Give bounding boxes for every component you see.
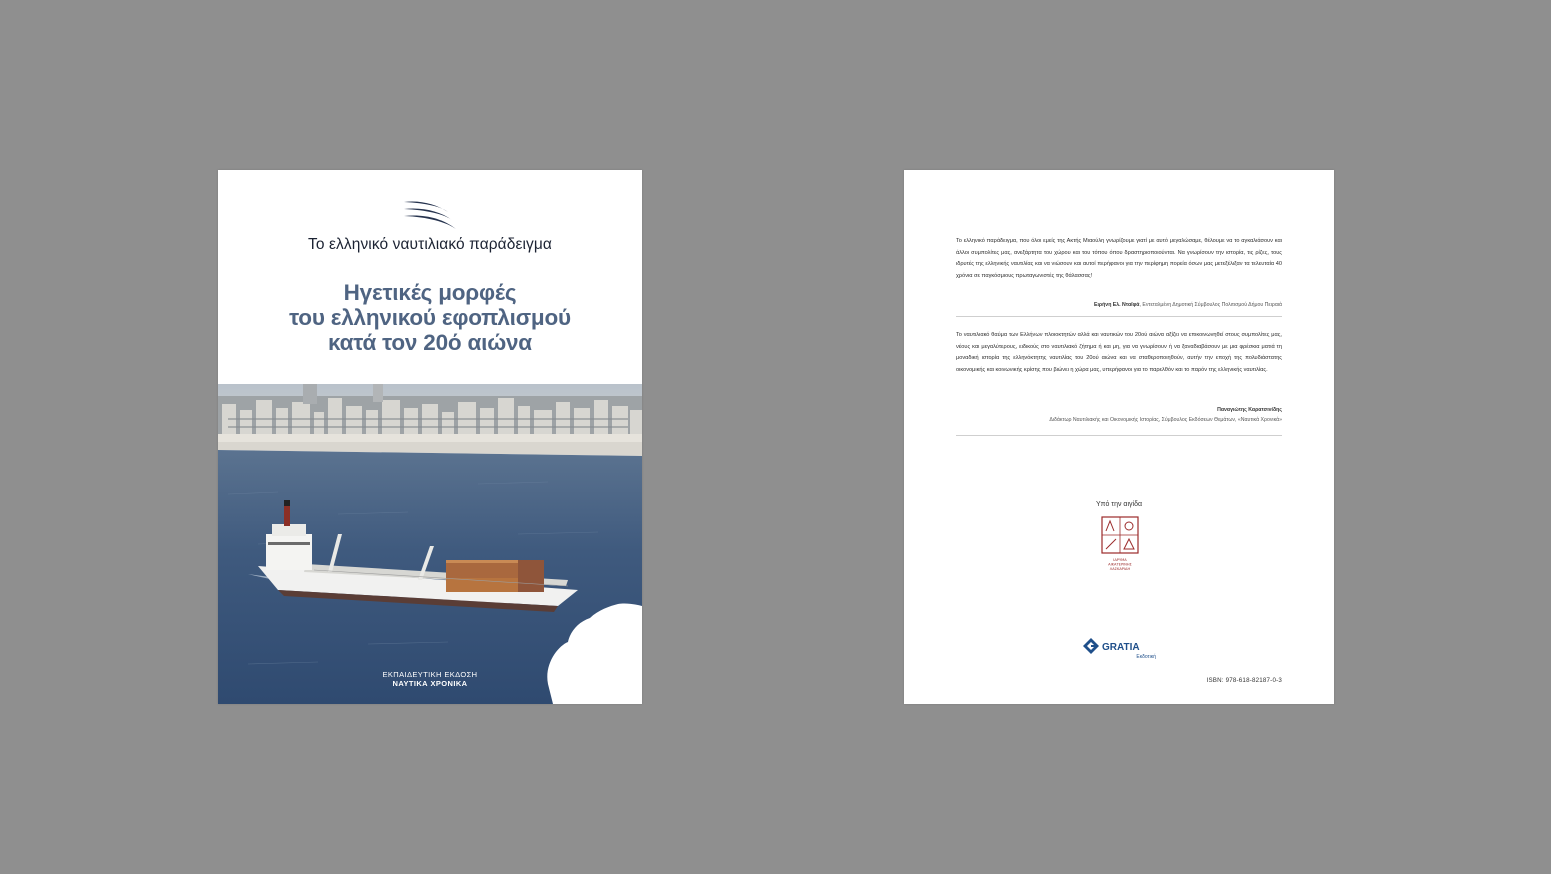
publisher-name: GRATIA [1102,642,1140,653]
cargo-ship-photo [218,384,642,704]
foundation-logo-icon [1098,515,1142,573]
signature-2-role: Διδάκτωρ Ναυτιλιακής και Οικονομικής Ιστορίας, Σύμβουλος Εκδόσεων Θεμάτων, «Ναυτικά Χρονικά» [1049,417,1282,423]
cover-title-line-2: του ελληνικού εφοπλισμού [289,305,571,330]
cover-title-line-3: κατά τον 20ό αιώνα [328,330,532,355]
back-signature-2 [952,405,1282,425]
divider-1 [956,316,1282,317]
signature-1-name: Ειρήνη Ελ. Νταϊφά [1094,302,1140,308]
edition-line-1: ΕΚΠΑΙΔΕΥΤΙΚΗ ΕΚΔΟΣΗ [382,670,478,679]
svg-text:ΑΙΚΑΤΕΡΙΝΗΣ: ΑΙΚΑΤΕΡΙΝΗΣ [1108,562,1132,567]
signature-1-role: , Εντεταλμένη Δημοτική Σύμβουλος Πολιτισμού Δήμου Πειραιά [1139,302,1282,308]
back-signature-1 [952,300,1282,310]
front-cover [218,170,642,704]
back-paragraph-1: Το ελληνικό παράδειγμα, που όλοι εμείς της Ακτής Μιαούλη γνωρίζουμε γιατί με αυτό μεγαλώσαμε, θέλουμε να το αγκαλιάσουν και άλλοι συμπολίτες μας, ανεξάρτητα του χώρου και του τόπου όπου δραστηριοποιούνται. Να γνωρίσουν την ιστορία, τις ρίζες, τους ιδρυτές της ελληνικής ναυτιλίας και να νιώσουν και αυτοί περήφανοι για την περίφημη πορεία όσων μας μετεξέλιξαν τα τελευταία 40 χρόνια σε παγκόσμιους πρωταγωνιστές της θάλασσας! [956,238,1282,279]
signature-2-name: Παναγιώτης Καρατσινίδης [1217,407,1282,413]
gratia-publisher-logo-icon [1082,636,1162,664]
publisher-sub: Εκδοτική [1136,654,1156,660]
cover-subtitle: Το ελληνικό ναυτιλιακό παράδειγμα [308,236,552,253]
edition-label [370,670,490,688]
cover-title-line-1: Ηγετικές μορφές [343,280,517,305]
aegis-label: Υπό την αιγίδα [1095,501,1143,508]
back-cover [904,170,1334,704]
waves-logo-icon [402,198,458,232]
isbn-label: ISBN: 978-618-82187-0-3 [1206,677,1282,684]
cover-title [218,280,642,355]
foundation-logo-text: ΙΔΡΥΜΑ [1113,558,1127,562]
svg-text:ΛΑΣΚΑΡΙΔΗ: ΛΑΣΚΑΡΙΔΗ [1109,567,1131,571]
divider-2 [956,435,1282,436]
edition-line-2: ΝΑΥΤΙΚΑ ΧΡΟΝΙΚΑ [392,679,468,688]
back-paragraph-2: Το ναυτιλιακό θαύμα των Ελλήνων πλοιοκτητών αλλά και ναυτικών του 20ού αιώνα αξίζει να επικοινωνηθεί στους συμπολίτες μας, νέους και μεγαλύτερους, ειδικούς στο ναυτιλιακό ζήτημα ή και μη, για να γνωρίσουν ή να ξαναδιαβάσουν με μια φρέσκια ματιά τη μοναδική ιστορία της ελληνόκτητης ναυτιλίας του 20ού αιώνα και να σταθεροποιηθούν, αυτήν την εποχή της πολυδιάστατης οικονομικής και κοινωνικής κρίσης που βιώνει η χώρα μας, υπερήφανοι για το παρελθόν και το παρόν της ελληνικής ναυτιλίας. [956,332,1282,373]
